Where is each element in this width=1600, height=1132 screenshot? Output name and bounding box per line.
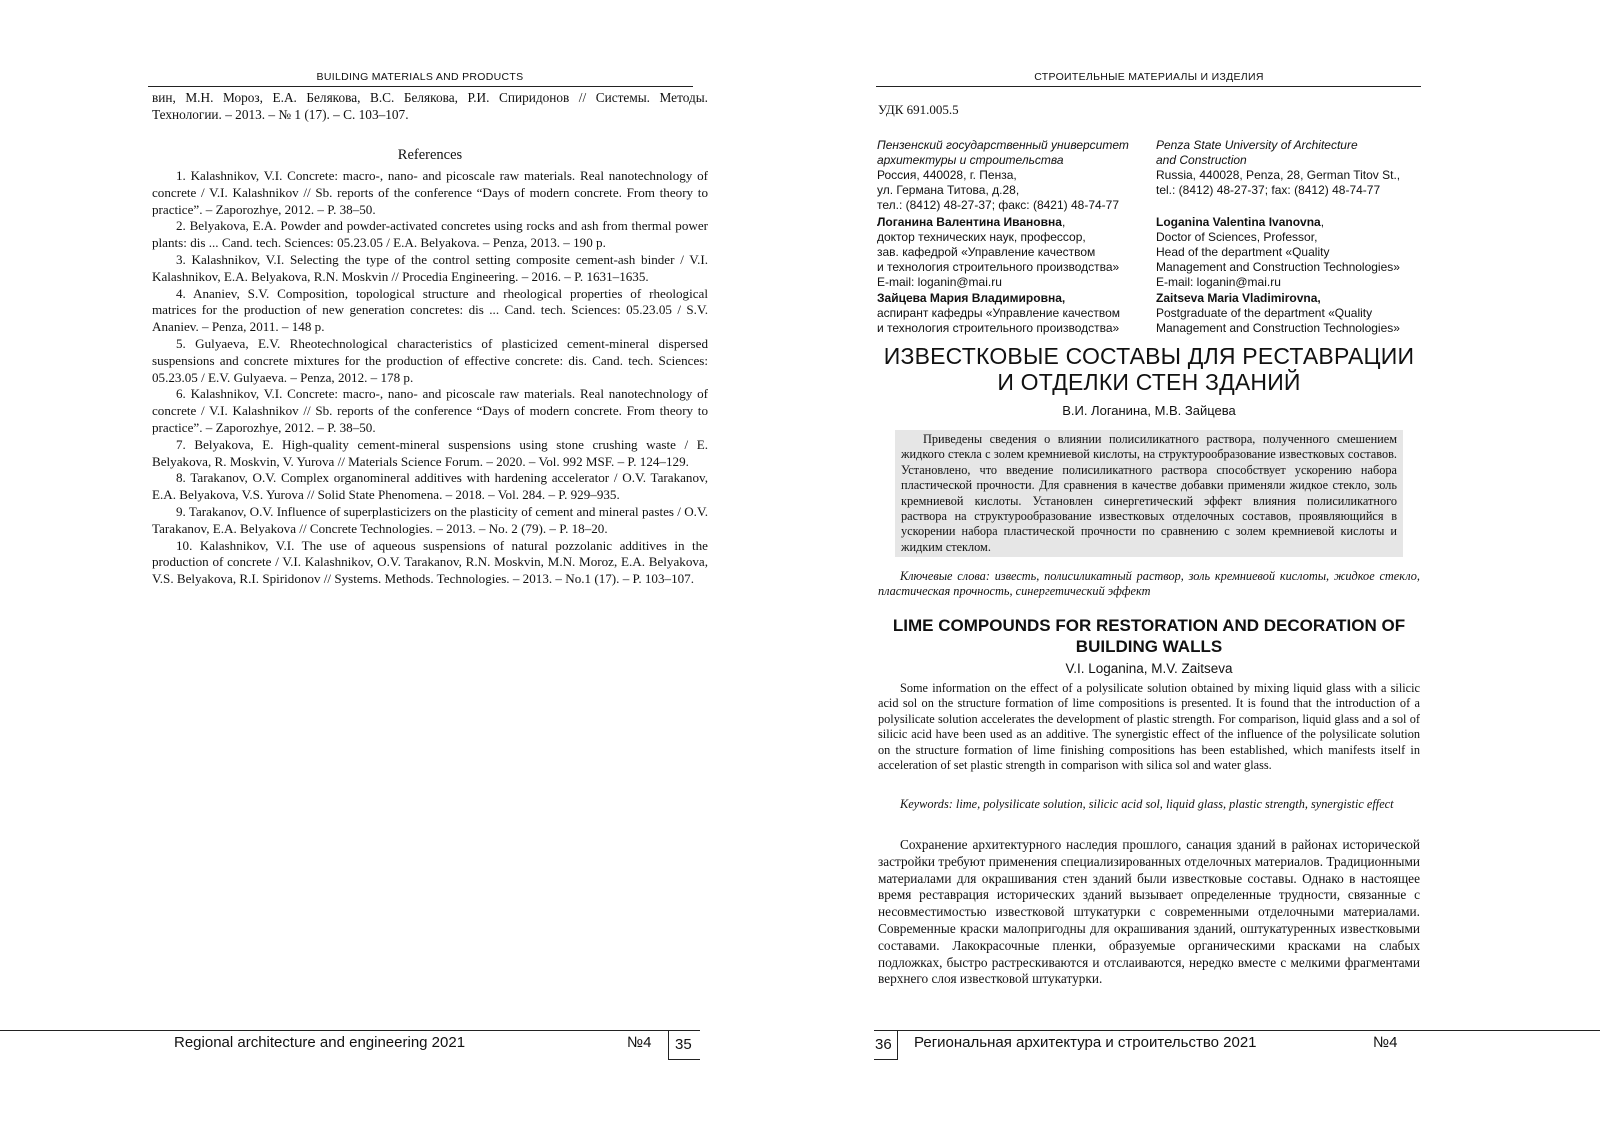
org-name: архитектуры и строительства [877,153,1064,167]
body-paragraph: Сохранение архитектурного наследия прошлого, санация зданий в районах исторической застройки требуют применения специализированных отделочных материалов. Традиционными материалами для окрашивания стен зданий были известковые составы. Однако в настоящее время реставрация исторических зданий вызывает определенные трудности, связанные с несовместимостью известковой штукатурки с современными отделочными материалами. Современные краски малопригодны для окрашивания зданий, оштукатуренных известковыми составами. Лакокрасочные пленки, образуемые органическими красками на слабых подложках, быстро растрескиваются и отслаиваются, нередко вместе с мелкими фрагментами верхнего слоя известковой штукатурки. [878,837,1420,987]
reference-item: 9. Tarakanov, O.V. Influence of superplasticizers on the plasticity of cement and mineral pastes / O.V. Tarakanov, E.A. Belyakova // Concrete Technologies. – 2013. – No. 2 (79). – P. 18–20. [152,503,708,536]
article-title-ru [878,343,1420,395]
phone: тел.: (8412) 48-27-37; факс: (8421) 48-74-77 [877,198,1120,212]
reference-item: 7. Belyakova, E. High-quality cement-mineral suspensions using stone crushing waste / E. Belyakova, R. Moskvin, V. Yurova // Materials Science Forum. – 2020. – Vol. 992 MSF. – P. 124–129. [152,436,708,469]
author-position: и технология строительного производства» [877,321,1120,335]
author-name: Loganina Valentina Ivanovna [1156,215,1321,229]
page-number: 36 [874,1030,898,1060]
article-title-en [878,615,1420,657]
reference-item: 2. Belyakova, E.A. Powder and powder-activated concretes using rocks and ash from thermal power plants: dis ... Cand. tech. Sciences: 05.23.05 / E.A. Belyakova. – Penza, 2013. – 190 p. [152,218,708,251]
title-line: ИЗВЕСТКОВЫЕ СОСТАВЫ ДЛЯ РЕСТАВРАЦИИ [883,343,1415,369]
abstract-en: Some information on the effect of a polysilicate solution obtained by mixing liquid glass with a silicic acid sol on the structure formation of lime compositions is presented. It is found that the introduction of a polysilicate solution accelerates the development of plastic strength. For comparison, liquid glass and a sol of silicic acid have been used as an additive. The synergistic effect of the influence of the polysilicate solution on the structure formation of lime finishing compositions has been established, which manifests itself in acceleration of set plastic strength in comparison with silica sol and water glass. [878,681,1420,773]
authors-en: V.I. Loganina, M.V. Zaitseva [1065,661,1233,676]
author-position: доктор технических наук, профессор, [877,230,1086,244]
issue-number: №4 [627,1034,652,1051]
title-line: И ОТДЕЛКИ СТЕН ЗДАНИЙ [997,369,1301,395]
phone: tel.: (8412) 48-27-37; fax: (8412) 48-74-77 [1156,183,1381,197]
reference-item: 10. Kalashnikov, V.I. The use of aqueous suspensions of natural pozzolanic additives in the production of concrete / V.I. Kalashnikov, O.V. Tarakanov, R.N. Moskvin, M.N. Moroz, E.A. Belyakova, V.S. Belyakova, R.I. Spiridonov // Systems. Methods. Technologies. – 2013. – No.1 (17). – P. 103–107. [152,537,708,587]
author-position: Doctor of Sciences, Professor, [1156,230,1318,244]
author-position: Postgraduate of the department «Quality [1156,306,1373,320]
author-position: зав. кафедрой «Управление качеством [877,245,1096,259]
org-name: Пензенский государственный университет [877,138,1129,152]
author-name: Зайцева Мария Владимировна, [877,291,1066,305]
reference-item: 1. Kalashnikov, V.I. Concrete: macro-, nano- and picoscale raw materials. Real nanotechnology of concrete / V.I. Kalashnikov // Sb. reports of the conference “Days of modern concrete. From theory to practice”. – Zaporozhye, 2012. – P. 38–50. [152,168,708,217]
udk-code: УДК 691.005.5 [878,102,959,117]
author-position: Management and Construction Technologies» [1156,260,1400,274]
address: Россия, 440028, г. Пенза, [877,168,1017,182]
left-page [0,0,780,1132]
author-name: Zaitseva Maria Vladimirovna, [1156,291,1321,305]
header-rule [148,86,693,87]
reference-item: 6. Kalashnikov, V.I. Concrete: macro-, nano- and picoscale raw materials. Real nanotechnology of concrete / V.I. Kalashnikov // Sb. reports of the conference “Days of modern concrete. From theory to practice”. – Zaporozhye, 2012. – P. 38–50. [152,386,708,435]
title-line: LIME COMPOUNDS FOR RESTORATION AND DECORATION OF [892,616,1406,635]
abstract-ru [895,430,1403,557]
footer-rule [0,1030,668,1031]
keywords-en: Keywords: lime, polysilicate solution, silicic acid sol, liquid glass, plastic strength, synergistic effect [900,797,1394,811]
author-position: Management and Construction Technologies» [1156,321,1400,335]
author-email: E-mail: loganin@mai.ru [877,275,1002,289]
author-position: аспирант кафедры «Управление качеством [877,306,1121,320]
footer-rule [896,1030,1600,1031]
affiliation-ru: Пензенский государственный университет архитектуры и строительства Россия, 440028, г. Пенза, ул. Германа Титова, д.28, тел.: (8412) 48-27-37; факс: (8421) 48-74-77 Логанина Валентина Ивановна, доктор технических наук, профессор, зав. кафедрой «Управление качеством и технология строительного производства» E-mail: loganin@mai.ru Зайцева Мария Владимировна, аспирант кафедры «Управление качеством и технология строительного производства» [877,138,1152,336]
reference-item: 3. Kalashnikov, V.I. Selecting the type of the control setting composite cement-ash binder / V.I. Kalashnikov, E.A. Belyakova, R.N. Moskvin // Procedia Engineering. – 2016. – P. 1631–1635. [152,251,708,284]
page-number: 35 [668,1030,700,1060]
header-rule [876,86,1421,87]
abstract-text: Приведены сведения о влиянии полисиликатного раствора, полученного смешением жидкого стекла с золем кремниевой кислоты, на структурообразование известковых составов. Установлено, что введение полисиликатного раствора способствует ускорению набора пластической прочности. Для сравнения в качестве добавки применяли жидкое стекло, золь кремниевой кислоты. Установлен синергетический эффект влияния полисиликатного раствора на структурообразование известковых отделочных составов, проявляющийся в ускорении набора пластической прочности по сравнению с золем кремниевой кислоты и жидким стеклом. [901,432,1397,554]
journal-footer-title: Regional architecture and engineering 2021 [174,1034,466,1051]
title-line: BUILDING WALLS [1075,637,1223,656]
author-email: E-mail: loganin@mai.ru [1156,275,1281,289]
org-name: and Construction [1156,153,1247,167]
affiliation-en: Penza State University of Architecture and Construction Russia, 440028, Penza, 28, German Titov St., tel.: (8412) 48-27-37; fax: (8412) 48-74-77 Loganina Valentina Ivanovna, Doctor of Sciences, Professor, Head of the department «Quality Management and Construction Technologies» E-mail: loganin@mai.ru Zaitseva Maria Vladimirovna, Postgraduate of the department «Quality Management and Construction Technologies» [1156,138,1426,336]
author-position: Head of the department «Quality [1156,245,1330,259]
author-position: и технология строительного производства» [877,260,1120,274]
keywords-ru: Ключевые слова: известь, полисиликатный раствор, золь кремниевой кислоты, жидкое стекло, пластическая прочность, синергетический эффект [878,569,1420,599]
address: Russia, 440028, Penza, 28, German Titov St., [1156,168,1401,182]
references-list [152,168,708,588]
reference-continuation: вин, М.Н. Мороз, Е.А. Белякова, В.С. Белякова, Р.И. Спиридонов // Системы. Методы. Технологии. – 2013. – № 1 (17). – С. 103–107. [152,90,708,122]
address: ул. Германа Титова, д.28, [877,183,1020,197]
author-name: Логанина Валентина Ивановна [877,215,1062,229]
org-name: Penza State University of Architecture [1156,138,1358,152]
journal-footer-title: Региональная архитектура и строительство 2021 [914,1034,1257,1051]
running-head: СТРОИТЕЛЬНЫЕ МАТЕРИАЛЫ И ИЗДЕЛИЯ [1034,71,1264,83]
issue-number: №4 [1373,1034,1398,1051]
reference-item: 5. Gulyaeva, E.V. Rheotechnological characteristics of plasticized cement-mineral dispersed suspensions and concrete mixtures for the production of effective concrete: dis. Cand. tech. Sciences: 05.23.05 / E.V. Gulyaeva. – Penza, 2012. – 178 p. [152,335,708,385]
reference-item: 4. Ananiev, S.V. Composition, topological structure and rheological properties of rheological matrices for the production of new generation concretes: dis ... Cand. tech. Sciences: 05.23.05 / S.V. Ananiev. – Penza, 2011. – 148 p. [152,285,708,335]
reference-item: 8. Tarakanov, O.V. Complex organomineral additives with hardening accelerator / O.V. Tarakanov, E.A. Belyakova, V.S. Yurova // Solid State Phenomena. – 2018. – Vol. 284. – P. 929–935. [152,470,708,503]
running-head: BUILDING MATERIALS AND PRODUCTS [316,71,524,83]
references-heading: References [397,147,463,163]
authors-ru: В.И. Логанина, М.В. Зайцева [1062,403,1236,418]
